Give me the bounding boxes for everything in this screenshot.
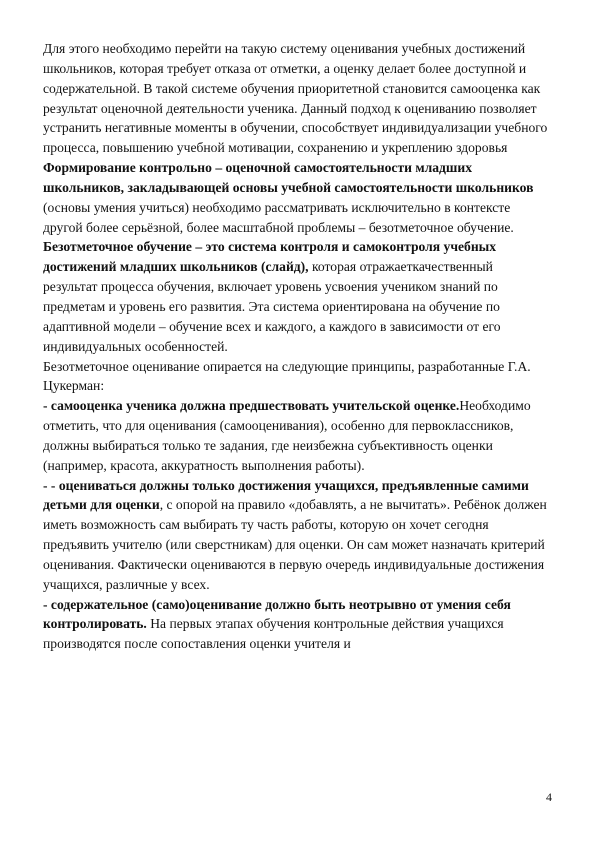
paragraph-text: На первых этапах обучения контрольные действия учащихся производятся после сопоставления оценки учителя и [43,616,504,652]
page-number: 4 [546,790,552,804]
paragraph [43,39,548,158]
paragraph-text: которая отражаеткачественный результат процесса обучения, включает уровень усвоения учеником знаний по предметам и уровень его развития. Эта система ориентирована на обучение по адаптивной модели – обучение всех и каждого, а каждого в зависимости от его индивидуальных особенностей. [43,259,501,354]
paragraph [43,396,548,475]
bold-lead-text: Безотметочное обучение – это система контроля и самоконтроля учебных достижений младших школьников (слайд), [43,239,497,275]
paragraph-text: Для этого необходимо перейти на такую систему оценивания учебных достижений школьников, которая требует отказа от отметки, а оценку делает более доступной и содержательной. В такой системе обучения приоритетной становится самооценка как результат оценочной деятельности ученика. Данный подход к оцениванию позволяет устранить негативные моменты в обучении, способствует индивидуализации учебного процесса, повышению учебной мотивации, сохранению и укреплению здоровья [43,41,548,156]
paragraph-text: Необходимо отметить, что для оценивания (самооценивания), особенно для первоклассников, должны выбираться только те задания, где неизбежна субъективность оценки (например, красота, аккуратность выполнения работы). [43,398,531,473]
paragraph-text: Безотметочное оценивание опирается на следующие принципы, разработанные Г.А. Цукерман: [43,358,531,394]
paragraph [43,237,548,356]
bold-lead-text: - - оцениваться должны только достижения учащихся, предъявленные самими детьми для оценки [43,477,529,513]
bold-lead-text: Формирование контрольно – оценочной самостоятельности младших школьников, закладывающей основы учебной самостоятельности школьников [43,160,534,195]
paragraph [43,476,548,595]
document-body [43,39,548,654]
paragraph [43,595,548,655]
paragraph-text: (основы умения учиться) необходимо рассматривать исключительно в контексте другой более серьёзной, более масштабной проблемы – безотметочное обучение. [43,199,514,235]
bold-lead-text: - содержательное (само)оценивание должно быть неотрывно от умения себя контролировать. [43,596,511,632]
paragraph [43,357,548,397]
paragraph-text: , с опорой на правило «добавлять, а не вычитать». Ребёнок должен иметь возможность сам выбирать ту часть работы, которую он хочет сегодня предъявить учителю (или сверстникам) для оценки. Он сам может назначать критерий оценивания. Фактически оцениваются в первую очередь индивидуальные достижения учащихся, различные у всех. [43,497,547,592]
paragraph [43,158,548,237]
bold-lead-text: - самооценка ученика должна предшествовать учительской оценке. [43,398,460,414]
